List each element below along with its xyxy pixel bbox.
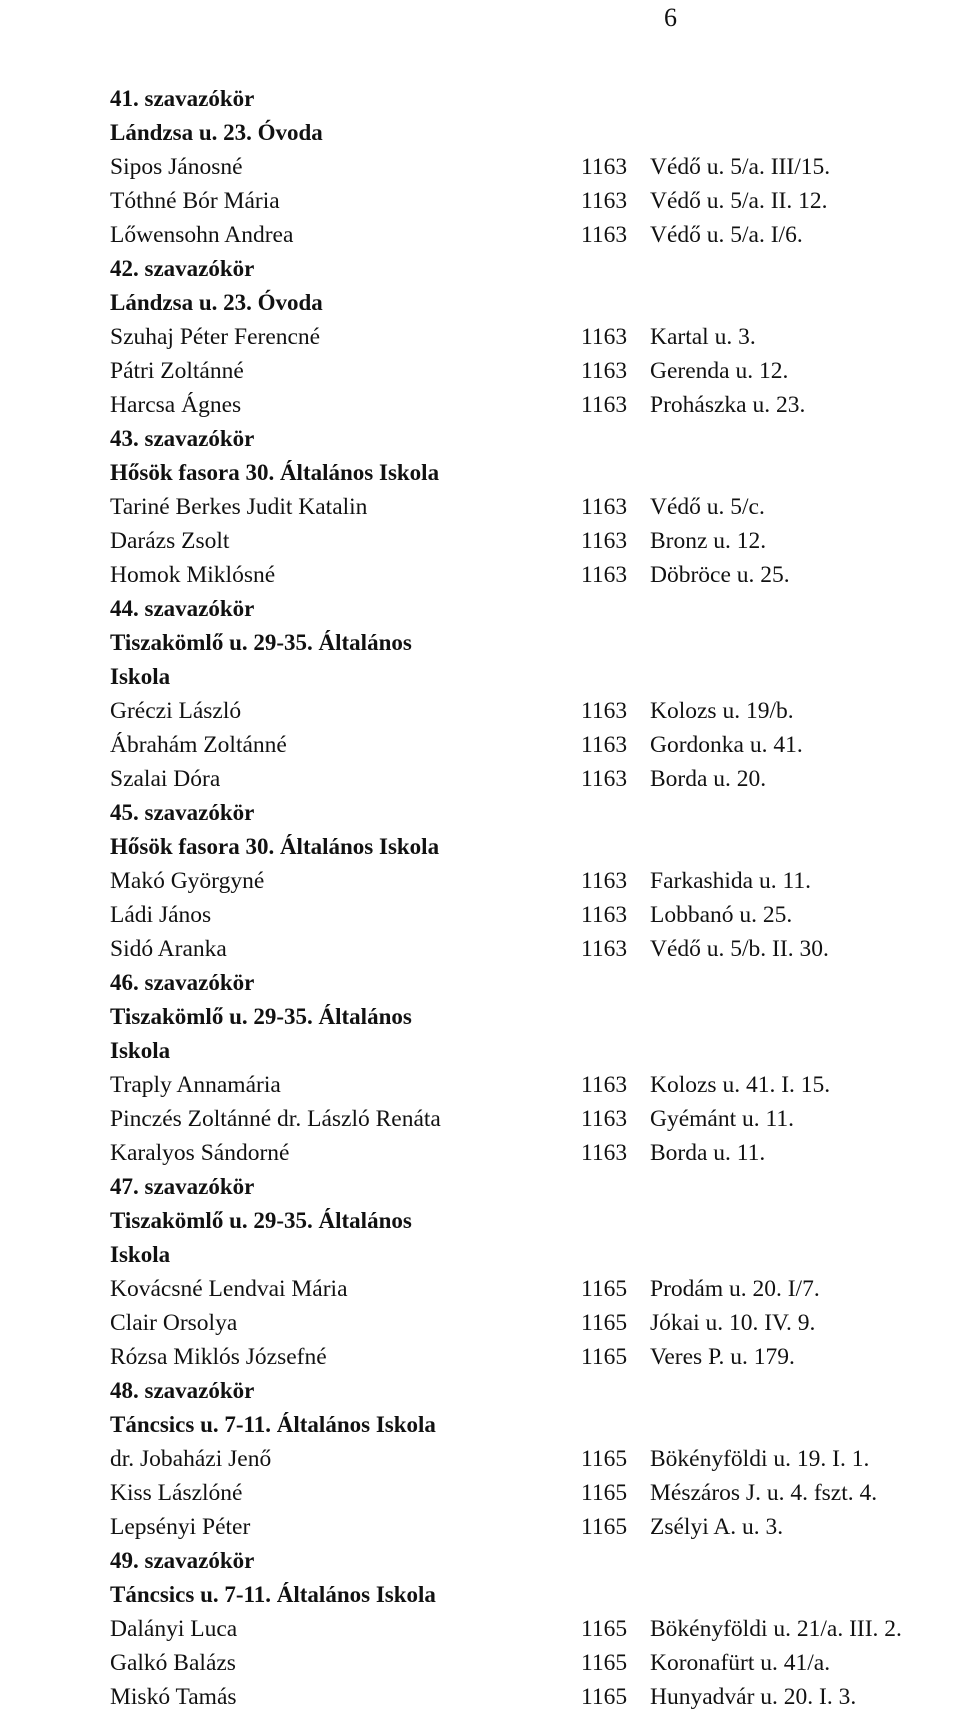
member-row xyxy=(110,1510,950,1544)
member-street-address: Döbröce u. 25. xyxy=(650,562,790,588)
polling-station-number: 45. szavazókör xyxy=(110,800,255,825)
polling-station-section xyxy=(110,422,950,592)
member-zip-code: 1163 xyxy=(581,392,628,418)
polling-station-number: 41. szavazókör xyxy=(110,86,255,111)
member-name: Ládi János xyxy=(110,902,212,928)
member-zip-code: 1163 xyxy=(581,562,628,588)
member-street-address: Védő u. 5/b. II. 30. xyxy=(650,936,829,962)
member-row xyxy=(110,558,950,592)
member-row xyxy=(110,1340,950,1374)
member-row xyxy=(110,490,950,524)
member-zip-code: 1163 xyxy=(581,1106,628,1132)
polling-station-list xyxy=(110,82,950,1714)
member-name: dr. Jobaházi Jenő xyxy=(110,1446,272,1472)
member-row xyxy=(110,524,950,558)
member-street-address: Prohászka u. 23. xyxy=(650,392,806,418)
polling-station-section xyxy=(110,592,950,796)
member-row xyxy=(110,898,950,932)
member-row xyxy=(110,1272,950,1306)
member-zip-code: 1163 xyxy=(581,698,628,724)
polling-station-section xyxy=(110,1374,950,1544)
member-name: Tóthné Bór Mária xyxy=(110,188,280,214)
member-row xyxy=(110,320,950,354)
member-row xyxy=(110,1612,950,1646)
polling-station-address: Táncsics u. 7-11. Általános Iskola xyxy=(110,1412,436,1437)
member-street-address: Védő u. 5/a. III/15. xyxy=(650,154,831,180)
polling-station-number: 48. szavazókör xyxy=(110,1378,255,1403)
member-row xyxy=(110,388,950,422)
member-street-address: Kolozs u. 19/b. xyxy=(650,698,794,724)
polling-station-section xyxy=(110,1170,950,1374)
member-zip-code: 1165 xyxy=(581,1616,628,1642)
member-street-address: Borda u. 11. xyxy=(650,1140,766,1166)
member-zip-code: 1165 xyxy=(581,1514,628,1540)
polling-station-address: Táncsics u. 7-11. Általános Iskola xyxy=(110,1582,436,1607)
polling-station-address: Iskola xyxy=(110,664,171,689)
member-street-address: Bökényföldi u. 21/a. III. 2. xyxy=(650,1616,902,1642)
member-street-address: Védő u. 5/a. II. 12. xyxy=(650,188,828,214)
member-name: Rózsa Miklós Józsefné xyxy=(110,1344,327,1370)
member-zip-code: 1163 xyxy=(581,222,628,248)
member-row xyxy=(110,218,950,252)
member-street-address: Gordonka u. 41. xyxy=(650,732,803,758)
polling-station-section xyxy=(110,796,950,966)
member-row xyxy=(110,354,950,388)
member-street-address: Farkashida u. 11. xyxy=(650,868,811,894)
member-name: Sipos Jánosné xyxy=(110,154,243,180)
member-street-address: Bronz u. 12. xyxy=(650,528,767,554)
member-row xyxy=(110,1442,950,1476)
member-name: Makó Györgyné xyxy=(110,868,265,894)
member-name: Traply Annamária xyxy=(110,1072,281,1098)
member-name: Pátri Zoltánné xyxy=(110,358,244,384)
member-row xyxy=(110,1680,950,1714)
member-name: Clair Orsolya xyxy=(110,1310,238,1336)
member-name: Gréczi László xyxy=(110,698,242,724)
polling-station-section xyxy=(110,1544,950,1714)
member-street-address: Hunyadvár u. 20. I. 3. xyxy=(650,1684,857,1710)
member-street-address: Gerenda u. 12. xyxy=(650,358,789,384)
polling-station-number: 47. szavazókör xyxy=(110,1174,255,1199)
member-name: Lőwensohn Andrea xyxy=(110,222,294,248)
member-zip-code: 1163 xyxy=(581,494,628,520)
member-name: Karalyos Sándorné xyxy=(110,1140,290,1166)
member-row xyxy=(110,864,950,898)
member-street-address: Védő u. 5/c. xyxy=(650,494,765,520)
member-row xyxy=(110,150,950,184)
member-zip-code: 1163 xyxy=(581,1072,628,1098)
member-row xyxy=(110,1068,950,1102)
member-street-address: Kartal u. 3. xyxy=(650,324,756,350)
member-zip-code: 1163 xyxy=(581,766,628,792)
member-street-address: Mészáros J. u. 4. fszt. 4. xyxy=(650,1480,878,1506)
polling-station-number: 44. szavazókör xyxy=(110,596,255,621)
member-zip-code: 1163 xyxy=(581,1140,628,1166)
member-row xyxy=(110,932,950,966)
member-row xyxy=(110,1646,950,1680)
polling-station-address: Iskola xyxy=(110,1038,171,1063)
member-street-address: Gyémánt u. 11. xyxy=(650,1106,795,1132)
polling-station-address: Lándzsa u. 23. Óvoda xyxy=(110,290,323,315)
member-zip-code: 1165 xyxy=(581,1276,628,1302)
polling-station-address: Tiszakömlő u. 29-35. Általános xyxy=(110,1004,412,1029)
polling-station-address: Iskola xyxy=(110,1242,171,1267)
member-name: Harcsa Ágnes xyxy=(110,392,242,418)
member-row xyxy=(110,184,950,218)
polling-station-number: 42. szavazókör xyxy=(110,256,255,281)
member-row xyxy=(110,694,950,728)
member-row xyxy=(110,1306,950,1340)
member-name: Lepsényi Péter xyxy=(110,1514,251,1540)
polling-station-number: 46. szavazókör xyxy=(110,970,255,995)
member-name: Szuhaj Péter Ferencné xyxy=(110,324,321,350)
member-street-address: Kolozs u. 41. I. 15. xyxy=(650,1072,831,1098)
member-zip-code: 1163 xyxy=(581,528,628,554)
member-row xyxy=(110,762,950,796)
member-street-address: Koronafürt u. 41/a. xyxy=(650,1650,831,1676)
member-zip-code: 1165 xyxy=(581,1480,628,1506)
member-street-address: Zsélyi A. u. 3. xyxy=(650,1514,784,1540)
polling-station-section xyxy=(110,252,950,422)
member-zip-code: 1165 xyxy=(581,1446,628,1472)
polling-station-address: Tiszakömlő u. 29-35. Általános xyxy=(110,1208,412,1233)
member-row xyxy=(110,1136,950,1170)
member-zip-code: 1163 xyxy=(581,324,628,350)
polling-station-number: 43. szavazókör xyxy=(110,426,255,451)
page-number: 6 xyxy=(664,3,677,32)
member-zip-code: 1163 xyxy=(581,188,628,214)
polling-station-address: Lándzsa u. 23. Óvoda xyxy=(110,120,323,145)
polling-station-number: 49. szavazókör xyxy=(110,1548,255,1573)
member-name: Sidó Aranka xyxy=(110,936,227,962)
member-street-address: Lobbanó u. 25. xyxy=(650,902,793,928)
member-street-address: Borda u. 20. xyxy=(650,766,767,792)
member-name: Tariné Berkes Judit Katalin xyxy=(110,494,368,520)
member-zip-code: 1163 xyxy=(581,868,628,894)
polling-station-address: Hősök fasora 30. Általános Iskola xyxy=(110,460,440,485)
member-name: Pinczés Zoltánné dr. László Renáta xyxy=(110,1106,441,1132)
member-street-address: Védő u. 5/a. I/6. xyxy=(650,222,803,248)
member-name: Homok Miklósné xyxy=(110,562,276,588)
member-name: Miskó Tamás xyxy=(110,1684,237,1710)
member-name: Dalányi Luca xyxy=(110,1616,238,1642)
member-name: Kovácsné Lendvai Mária xyxy=(110,1276,348,1302)
member-zip-code: 1163 xyxy=(581,358,628,384)
member-name: Szalai Dóra xyxy=(110,766,221,792)
member-zip-code: 1163 xyxy=(581,154,628,180)
member-zip-code: 1163 xyxy=(581,936,628,962)
member-name: Ábrahám Zoltánné xyxy=(110,732,287,758)
member-row xyxy=(110,728,950,762)
member-name: Galkó Balázs xyxy=(110,1650,236,1676)
member-row xyxy=(110,1476,950,1510)
member-row xyxy=(110,1102,950,1136)
member-zip-code: 1165 xyxy=(581,1310,628,1336)
polling-station-address: Tiszakömlő u. 29-35. Általános xyxy=(110,630,412,655)
member-street-address: Bökényföldi u. 19. I. 1. xyxy=(650,1446,870,1472)
member-street-address: Jókai u. 10. IV. 9. xyxy=(650,1310,816,1336)
member-street-address: Veres P. u. 179. xyxy=(650,1344,795,1370)
member-zip-code: 1163 xyxy=(581,902,628,928)
member-name: Kiss Lászlóné xyxy=(110,1480,243,1506)
member-zip-code: 1163 xyxy=(581,732,628,758)
member-street-address: Prodám u. 20. I/7. xyxy=(650,1276,820,1302)
polling-station-address: Hősök fasora 30. Általános Iskola xyxy=(110,834,440,859)
polling-station-section xyxy=(110,82,950,252)
member-zip-code: 1165 xyxy=(581,1650,628,1676)
member-zip-code: 1165 xyxy=(581,1344,628,1370)
member-name: Darázs Zsolt xyxy=(110,528,230,554)
member-zip-code: 1165 xyxy=(581,1684,628,1710)
polling-station-section xyxy=(110,966,950,1170)
